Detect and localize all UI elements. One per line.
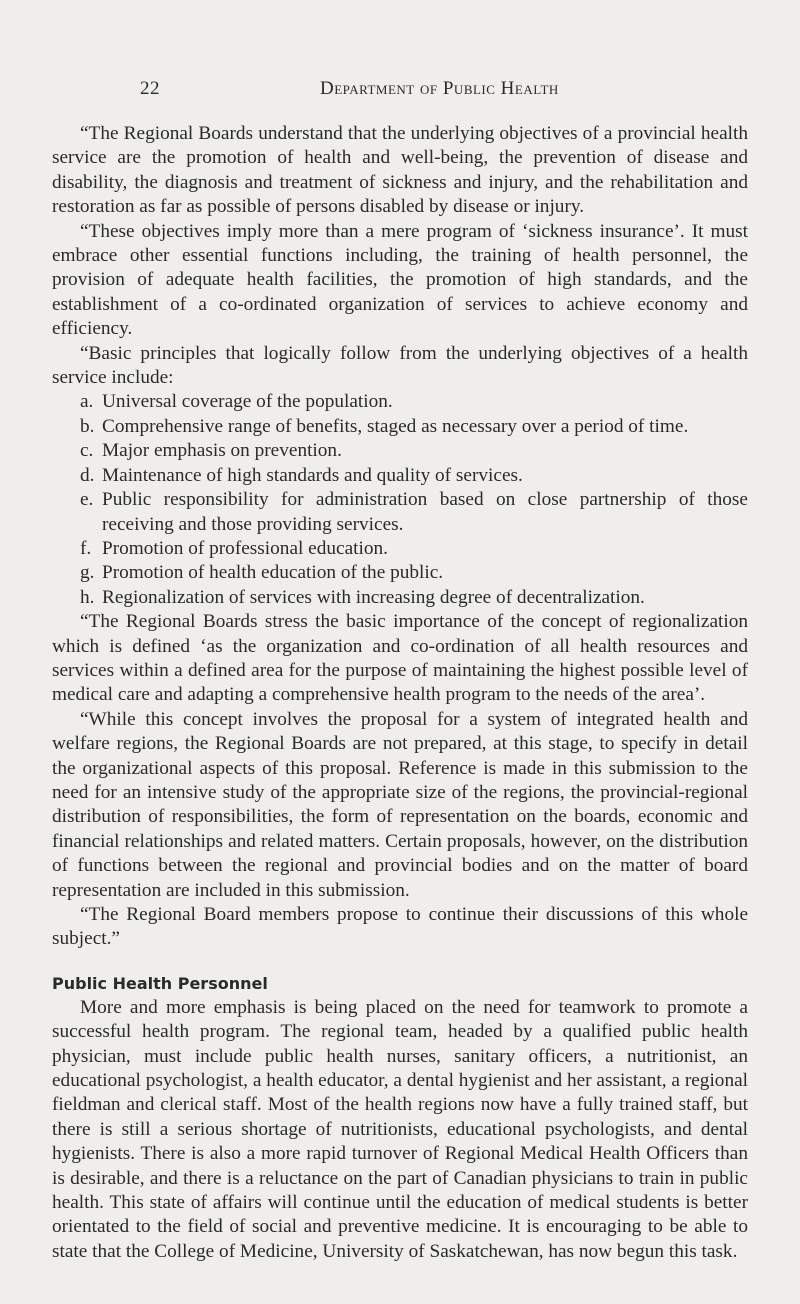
list-item-text: Comprehensive range of benefits, staged as necessary over a period of time.	[102, 415, 689, 437]
list-item	[52, 537, 748, 561]
list-item	[52, 488, 748, 537]
list-item-text: Promotion of professional education.	[102, 537, 388, 559]
list-item-text: Universal coverage of the population.	[102, 391, 393, 413]
list-marker: e.	[80, 489, 94, 511]
list-item-text: Regionalization of services with increasing degree of decentralization.	[102, 586, 645, 608]
list-marker: d.	[80, 464, 95, 486]
list-marker: f.	[80, 537, 92, 559]
list-item	[52, 586, 748, 610]
principles-list	[52, 390, 748, 610]
section-heading: Public Health Personnel	[52, 973, 268, 993]
list-item-text: Public responsibility for administration based on close partnership of those receiving and those providing services.	[102, 489, 748, 535]
list-item	[52, 464, 748, 488]
list-marker: h.	[80, 586, 95, 608]
running-header	[52, 78, 748, 102]
list-item-text: Promotion of health education of the public.	[102, 562, 444, 584]
document-page	[52, 78, 748, 1264]
running-title: Department of Public Health	[320, 78, 559, 99]
list-item	[52, 561, 748, 585]
list-marker: b.	[80, 415, 95, 437]
list-marker: a.	[80, 391, 94, 413]
paragraph-objectives: “The Regional Boards understand that the underlying objectives of a provincial health service are the promotion of health and well-being, the prevention of disease and disability, the diagnosis and treatment of sickness and injury, and the rehabilitation and restoration as far as possible of persons disabled by disease or injury.	[52, 123, 748, 218]
paragraph-personnel: More and more emphasis is being placed on the need for teamwork to promote a successful health program. The regional team, headed by a qualified public health physician, must include public health nurses, sanitary officers, a nutritionist, an educational psychologist, a health educator, a dental hygienist and her assistant, a regional fieldman and clerical staff. Most of the health regions now have a fully trained staff, but there is still a serious shortage of nutritionists, educational psychologists, and dental hygienists. There is also a more rapid turnover of Regional Medical Health Officers than is desirable, and there is a reluctance on the part of Canadian physicians to train in public health. This state of affairs will continue until the education of medical students is better orientated to the field of social and preventive medicine. It is encouraging to be able to state that the College of Medicine, University of Saskatchewan, has now begun this task.	[52, 996, 748, 1262]
paragraph-implications: “These objectives imply more than a mere program of ‘sickness insurance’. It must embrace other essential functions including, the training of health personnel, the provision of adequate health facilities, the promotion of high standards, and the establishment of a co-ordinated organization of services to achieve economy and efficiency.	[52, 220, 748, 340]
paragraph-continue-discussions: “The Regional Board members propose to continue their discussions of this whole subject.”	[52, 904, 748, 950]
list-marker: g.	[80, 562, 95, 584]
list-item	[52, 390, 748, 414]
paragraph-integrated-regions: “While this concept involves the proposal for a system of integrated health and welfare regions, the Regional Boards are not prepared, at this stage, to specify in detail the organizational aspects of this proposal. Reference is made in this submission to the need for an intensive study of the appropriate size of the regions, the provincial-regional distribution of responsibilities, the form of representation on the boards, economic and financial relationships and related matters. Certain proposals, however, on the distribution of functions between the regional and provincial bodies and on the matter of board representation are included in this submission.	[52, 708, 748, 901]
paragraph-basic-principles: “Basic principles that logically follow from the underlying objectives of a health service include:	[52, 342, 748, 389]
list-item	[52, 439, 748, 463]
list-item-text: Major emphasis on prevention.	[102, 440, 342, 462]
list-marker: c.	[80, 440, 94, 462]
body-text	[52, 122, 748, 1264]
list-item	[52, 415, 748, 439]
paragraph-regionalization: “The Regional Boards stress the basic importance of the concept of regionalization which is defined ‘as the organization and co-ordination of all health resources and services within a defined area for the purpose of maintaining the highest possible level of medical care and adapting a comprehensive health program to the needs of the area’.	[52, 611, 748, 706]
page-number: 22	[140, 78, 160, 99]
list-item-text: Maintenance of high standards and quality of services.	[102, 464, 523, 486]
